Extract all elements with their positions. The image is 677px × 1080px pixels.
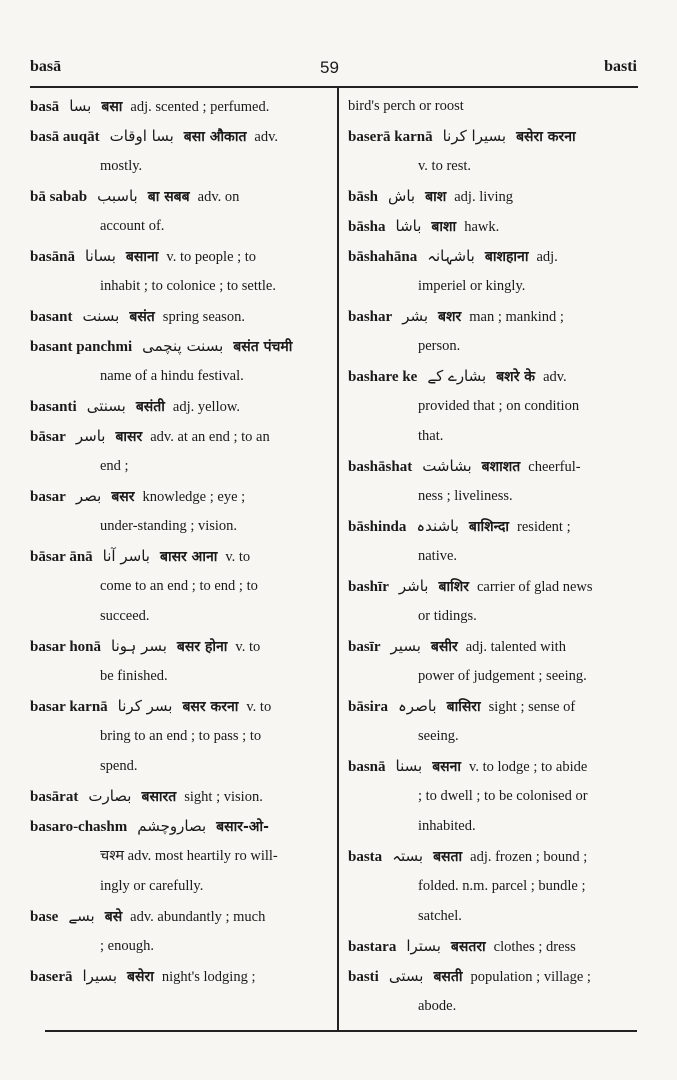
entry-continuation-line bbox=[30, 666, 330, 696]
entry-first-line bbox=[348, 216, 638, 246]
gloss-text: ingly or carefully. bbox=[100, 878, 204, 894]
gloss-text: ; enough. bbox=[100, 938, 154, 954]
gloss-text: sight ; vision. bbox=[184, 789, 263, 805]
headword: basanti bbox=[30, 399, 77, 415]
headword: basaro-chashm bbox=[30, 819, 128, 835]
gloss-text: bird's perch or roost bbox=[348, 98, 464, 114]
headword: basar karnā bbox=[30, 699, 108, 715]
dictionary-entry bbox=[348, 246, 638, 306]
devanagari-script: बाशिर bbox=[438, 579, 469, 595]
gloss-text: man ; mankind ; bbox=[469, 309, 564, 325]
dictionary-entry bbox=[30, 786, 330, 816]
dictionary-entry bbox=[348, 846, 638, 936]
devanagari-script: बसंती bbox=[135, 399, 165, 415]
headword: basti bbox=[348, 969, 379, 985]
entry-first-line bbox=[30, 636, 330, 666]
gloss-text: or tidings. bbox=[418, 608, 477, 624]
dictionary-entry bbox=[348, 456, 638, 516]
entry-first-line bbox=[30, 546, 330, 576]
devanagari-script: बसर bbox=[111, 489, 135, 505]
gloss-text: power of judgement ; seeing. bbox=[418, 668, 587, 684]
headword: bāsha bbox=[348, 219, 386, 235]
devanagari-script: बसीर bbox=[430, 639, 458, 655]
entry-first-line bbox=[348, 366, 638, 396]
entry-first-line bbox=[30, 696, 330, 726]
headword: basānā bbox=[30, 249, 76, 265]
header-rule bbox=[30, 86, 638, 88]
entry-continuation-line bbox=[348, 426, 638, 456]
gloss-text: hawk. bbox=[464, 219, 500, 235]
urdu-script: باسر bbox=[75, 427, 106, 445]
entry-first-line bbox=[348, 96, 638, 126]
dictionary-entry bbox=[348, 966, 638, 1026]
dictionary-entry bbox=[30, 696, 330, 786]
gloss-text: population ; village ; bbox=[470, 969, 591, 985]
dictionary-entry bbox=[30, 126, 330, 186]
dictionary-entry bbox=[348, 936, 638, 966]
urdu-script: بصارت bbox=[88, 787, 132, 805]
devanagari-script: बशरे के bbox=[496, 369, 536, 385]
dictionary-entry bbox=[348, 696, 638, 756]
gloss-text: sight ; sense of bbox=[488, 699, 576, 715]
headword: bāsira bbox=[348, 699, 389, 715]
entry-continuation-line bbox=[30, 276, 330, 306]
gloss-text: succeed. bbox=[100, 608, 150, 624]
entry-continuation-line bbox=[30, 366, 330, 396]
headword: baserā bbox=[30, 969, 73, 985]
dictionary-entry bbox=[348, 216, 638, 246]
gloss-text: person. bbox=[418, 338, 461, 354]
urdu-script: بشاشت bbox=[422, 457, 472, 475]
gloss-text: come to an end ; to end ; to bbox=[100, 578, 258, 594]
gloss-text: adj. scented ; perfumed. bbox=[130, 99, 270, 115]
devanagari-script: बसना bbox=[432, 759, 462, 775]
gloss-text: resident ; bbox=[517, 519, 571, 535]
headword: bashīr bbox=[348, 579, 389, 595]
gloss-text: folded. n.m. parcel ; bundle ; bbox=[418, 878, 586, 894]
gloss-text: seeing. bbox=[418, 728, 459, 744]
gloss-text: inhabit ; to colonice ; to settle. bbox=[100, 278, 276, 294]
dictionary-entry bbox=[348, 636, 638, 696]
dictionary-entry bbox=[348, 96, 638, 126]
urdu-script: بسنا bbox=[395, 757, 423, 775]
devanagari-script: बसाना bbox=[125, 249, 159, 265]
entry-continuation-line bbox=[30, 216, 330, 246]
header-right-guide-word: basti bbox=[604, 58, 637, 75]
entry-first-line bbox=[30, 426, 330, 456]
headword: bashare ke bbox=[348, 369, 418, 385]
entry-continuation-line bbox=[30, 876, 330, 906]
dictionary-entry bbox=[30, 426, 330, 486]
urdu-script: بسیرا کرنا bbox=[442, 127, 507, 145]
gloss-text: abode. bbox=[418, 998, 457, 1014]
entry-first-line bbox=[348, 756, 638, 786]
headword: basārat bbox=[30, 789, 79, 805]
entry-first-line bbox=[30, 816, 330, 846]
headword: basīr bbox=[348, 639, 381, 655]
urdu-script: باش bbox=[388, 187, 416, 205]
urdu-script: بسیرا bbox=[82, 967, 118, 985]
entry-continuation-line bbox=[348, 486, 638, 516]
devanagari-script: बसे bbox=[104, 909, 123, 925]
entry-first-line bbox=[30, 306, 330, 336]
devanagari-script: बसर होना bbox=[176, 639, 228, 655]
entry-continuation-line bbox=[348, 666, 638, 696]
entry-continuation-line bbox=[348, 726, 638, 756]
devanagari-script: बसंत bbox=[129, 309, 155, 325]
entry-first-line bbox=[348, 306, 638, 336]
entry-first-line bbox=[30, 186, 330, 216]
gloss-text: native. bbox=[418, 548, 458, 564]
urdu-script: بسنت bbox=[82, 307, 120, 325]
gloss-text: knowledge ; eye ; bbox=[142, 489, 246, 505]
entry-first-line bbox=[30, 336, 330, 366]
entry-first-line bbox=[30, 906, 330, 936]
dictionary-entry bbox=[30, 816, 330, 906]
gloss-text: चश्म adv. most heartily ro will- bbox=[100, 848, 278, 864]
gloss-text: adj. frozen ; bound ; bbox=[470, 849, 588, 865]
entry-first-line bbox=[348, 456, 638, 486]
devanagari-script: बसेरा करना bbox=[516, 129, 576, 145]
entry-first-line bbox=[30, 96, 330, 126]
dictionary-entry bbox=[348, 366, 638, 456]
entry-first-line bbox=[348, 576, 638, 606]
dictionary-entry bbox=[30, 546, 330, 636]
gloss-text: v. to people ; to bbox=[166, 249, 257, 265]
gloss-text: adv. at an end ; to an bbox=[150, 429, 270, 445]
dictionary-entry bbox=[30, 336, 330, 396]
urdu-script: باشہانہ bbox=[427, 247, 475, 265]
entry-first-line bbox=[348, 846, 638, 876]
urdu-script: بستی bbox=[388, 967, 424, 985]
headword: bastara bbox=[348, 939, 397, 955]
urdu-script: بسر ہونا bbox=[111, 637, 167, 655]
headword: basant panchmi bbox=[30, 339, 133, 355]
devanagari-script: बसता bbox=[433, 849, 463, 865]
gloss-text: be finished. bbox=[100, 668, 168, 684]
gloss-text: v. to bbox=[246, 699, 272, 715]
urdu-script: بسا اوقات bbox=[109, 127, 174, 145]
gloss-text: adj. talented with bbox=[465, 639, 566, 655]
entry-first-line bbox=[348, 246, 638, 276]
devanagari-script: बसती bbox=[433, 969, 463, 985]
entry-continuation-line bbox=[30, 516, 330, 546]
entry-continuation-line bbox=[348, 396, 638, 426]
headword: basā auqāt bbox=[30, 129, 100, 145]
entry-continuation-line bbox=[30, 846, 330, 876]
page-number: 59 bbox=[320, 58, 339, 77]
entry-continuation-line bbox=[348, 996, 638, 1026]
gloss-text: night's lodging ; bbox=[161, 969, 256, 985]
urdu-script: بصاروچشم bbox=[137, 817, 207, 835]
urdu-script: بسترا bbox=[406, 937, 441, 955]
headword: base bbox=[30, 909, 59, 925]
dictionary-entry bbox=[348, 756, 638, 846]
devanagari-script: बसेरा bbox=[127, 969, 154, 985]
gloss-text: name of a hindu festival. bbox=[100, 368, 244, 384]
entry-first-line bbox=[30, 396, 330, 426]
dictionary-entry bbox=[348, 576, 638, 636]
gloss-text: provided that ; on condition bbox=[418, 398, 580, 414]
urdu-script: بسر کرنا bbox=[117, 697, 173, 715]
gloss-text: v. to bbox=[225, 549, 251, 565]
gloss-text: spend. bbox=[100, 758, 138, 774]
entry-first-line bbox=[30, 246, 330, 276]
gloss-text: v. to rest. bbox=[418, 158, 472, 174]
urdu-script: بصر bbox=[75, 487, 102, 505]
gloss-text: mostly. bbox=[100, 158, 143, 174]
dictionary-entry bbox=[30, 966, 330, 996]
header-left-guide-word: basā bbox=[30, 58, 62, 75]
entry-continuation-line bbox=[348, 276, 638, 306]
headword: basnā bbox=[348, 759, 386, 775]
urdu-script: بسنت پنچمی bbox=[142, 337, 224, 355]
entry-continuation-line bbox=[348, 546, 638, 576]
headword: bāsar ānā bbox=[30, 549, 93, 565]
entry-continuation-line bbox=[30, 726, 330, 756]
devanagari-script: बशर bbox=[438, 309, 462, 325]
urdu-script: بشر bbox=[402, 307, 429, 325]
entry-continuation-line bbox=[348, 876, 638, 906]
dictionary-entry bbox=[348, 186, 638, 216]
urdu-script: باصرہ bbox=[398, 697, 437, 715]
gloss-text: cheerful- bbox=[528, 459, 581, 475]
column-divider bbox=[337, 88, 339, 1030]
headword: bashar bbox=[348, 309, 393, 325]
entry-continuation-line bbox=[30, 606, 330, 636]
gloss-text: adj. living bbox=[454, 189, 514, 205]
entry-continuation-line bbox=[30, 936, 330, 966]
entry-first-line bbox=[348, 966, 638, 996]
gloss-text: adv. abundantly ; much bbox=[130, 909, 266, 925]
urdu-script: باسبب bbox=[97, 187, 138, 205]
gloss-text: adj. yellow. bbox=[172, 399, 241, 415]
urdu-script: بسا bbox=[69, 97, 92, 115]
urdu-script: بسے bbox=[68, 907, 95, 925]
dictionary-entry bbox=[30, 636, 330, 696]
entry-continuation-line bbox=[30, 456, 330, 486]
devanagari-script: बासिरा bbox=[446, 699, 481, 715]
dictionary-entry bbox=[30, 246, 330, 306]
gloss-text: clothes ; dress bbox=[493, 939, 576, 955]
urdu-script: بسنتی bbox=[86, 397, 126, 415]
entry-first-line bbox=[348, 516, 638, 546]
entry-first-line bbox=[30, 126, 330, 156]
dictionary-entry bbox=[30, 486, 330, 546]
gloss-text: adv. bbox=[254, 129, 279, 145]
urdu-script: باشا bbox=[395, 217, 422, 235]
gloss-text: spring season. bbox=[162, 309, 245, 325]
devanagari-script: बसा bbox=[101, 99, 123, 115]
dictionary-entry bbox=[30, 96, 330, 126]
gloss-text: end ; bbox=[100, 458, 129, 474]
devanagari-script: बाशहाना bbox=[484, 249, 529, 265]
devanagari-script: बा सबब bbox=[147, 189, 190, 205]
gloss-text: inhabited. bbox=[418, 818, 476, 834]
entry-continuation-line bbox=[348, 786, 638, 816]
headword: basā bbox=[30, 99, 60, 115]
urdu-script: بسیر bbox=[390, 637, 421, 655]
gloss-text: carrier of glad news bbox=[476, 579, 593, 595]
devanagari-script: बसंत पंचमी bbox=[233, 339, 293, 355]
entry-continuation-line bbox=[348, 606, 638, 636]
entry-first-line bbox=[348, 696, 638, 726]
entry-continuation-line bbox=[30, 576, 330, 606]
entry-continuation-line bbox=[348, 336, 638, 366]
devanagari-script: बसर करना bbox=[182, 699, 239, 715]
devanagari-script: बाशा bbox=[431, 219, 457, 235]
urdu-script: بستہ bbox=[392, 847, 424, 865]
entry-continuation-line bbox=[348, 816, 638, 846]
entry-first-line bbox=[30, 966, 330, 996]
entry-first-line bbox=[30, 486, 330, 516]
urdu-script: باشر bbox=[398, 577, 429, 595]
urdu-script: باشندہ bbox=[416, 517, 459, 535]
right-column bbox=[348, 96, 638, 1026]
entry-first-line bbox=[30, 786, 330, 816]
devanagari-script: बसार-ओ- bbox=[216, 819, 269, 835]
dictionary-entry bbox=[30, 906, 330, 966]
entry-continuation-line bbox=[30, 756, 330, 786]
entry-first-line bbox=[348, 936, 638, 966]
gloss-text: adj. bbox=[536, 249, 558, 265]
devanagari-script: बसा औकात bbox=[183, 129, 247, 145]
headword: bāsh bbox=[348, 189, 379, 205]
footer-rule bbox=[45, 1030, 637, 1032]
dictionary-entry bbox=[30, 396, 330, 426]
gloss-text: that. bbox=[418, 428, 444, 444]
gloss-text: ; to dwell ; to be colonised or bbox=[418, 788, 588, 804]
left-column bbox=[30, 96, 330, 996]
headword: baserā karnā bbox=[348, 129, 433, 145]
entry-continuation-line bbox=[348, 156, 638, 186]
headword: bā sabab bbox=[30, 189, 88, 205]
devanagari-script: बाश bbox=[425, 189, 447, 205]
gloss-text: account of. bbox=[100, 218, 165, 234]
gloss-text: adv. on bbox=[197, 189, 240, 205]
entry-first-line bbox=[348, 126, 638, 156]
entry-continuation-line bbox=[30, 156, 330, 186]
dictionary-entry bbox=[348, 126, 638, 186]
headword: bāsar bbox=[30, 429, 66, 445]
gloss-text: imperiel or kingly. bbox=[418, 278, 526, 294]
devanagari-script: बाशिन्दा bbox=[468, 519, 510, 535]
dictionary-entry bbox=[30, 186, 330, 246]
headword: basta bbox=[348, 849, 383, 865]
entry-continuation-line bbox=[348, 906, 638, 936]
dictionary-entry bbox=[348, 306, 638, 366]
headword: bāshinda bbox=[348, 519, 407, 535]
devanagari-script: बसारत bbox=[141, 789, 177, 805]
urdu-script: باسر آنا bbox=[102, 547, 150, 565]
headword: basar honā bbox=[30, 639, 102, 655]
gloss-text: v. to bbox=[235, 639, 261, 655]
gloss-text: satchel. bbox=[418, 908, 462, 924]
headword: bashāshat bbox=[348, 459, 413, 475]
headword: basant bbox=[30, 309, 73, 325]
gloss-text: v. to lodge ; to abide bbox=[469, 759, 588, 775]
gloss-text: under-standing ; vision. bbox=[100, 518, 238, 534]
headword: bāshahāna bbox=[348, 249, 418, 265]
dictionary-entry bbox=[348, 516, 638, 576]
urdu-script: بشارے کے bbox=[427, 367, 487, 385]
devanagari-script: बासर bbox=[115, 429, 143, 445]
gloss-text: adv. bbox=[543, 369, 567, 385]
dictionary-entry bbox=[30, 306, 330, 336]
gloss-text: ness ; liveliness. bbox=[418, 488, 513, 504]
devanagari-script: बासर आना bbox=[159, 549, 218, 565]
devanagari-script: बसतरा bbox=[450, 939, 486, 955]
gloss-text: bring to an end ; to pass ; to bbox=[100, 728, 262, 744]
headword: basar bbox=[30, 489, 66, 505]
entry-first-line bbox=[348, 636, 638, 666]
entry-first-line bbox=[348, 186, 638, 216]
urdu-script: بسانا bbox=[85, 247, 116, 265]
devanagari-script: बशाशत bbox=[481, 459, 521, 475]
